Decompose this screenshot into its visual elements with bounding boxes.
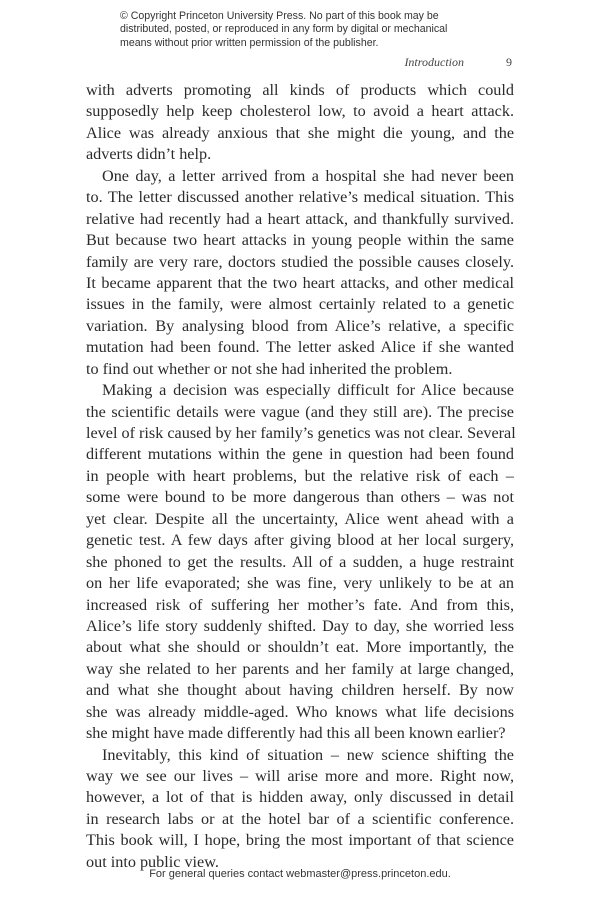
text-line: genetic test. A few days after giving blood at her local surgery,	[86, 531, 514, 550]
text-line: This book will, I hope, bring the most important of that science	[86, 831, 514, 850]
paragraph	[86, 166, 514, 380]
text-line: she phoned to get the results. All of a sudden, a huge restraint	[86, 552, 514, 571]
text-line: mutation had been found. The letter asked Alice if she wanted	[86, 338, 514, 357]
text-line: level of risk caused by her family’s genetics was not clear. Several	[86, 424, 516, 442]
text-line: some were bound to be more dangerous than others – was not	[86, 488, 514, 507]
text-line: out into public view.	[86, 852, 219, 871]
text-line: on her life evaporated; she was fine, very unlikely to be at an	[86, 574, 514, 593]
text-line: in research labs or at the hotel bar of a scientific conference.	[86, 809, 514, 828]
paragraph	[86, 745, 514, 874]
body-text	[86, 80, 514, 873]
paragraph	[86, 80, 514, 166]
text-line: issues in the family, were almost certainly related to a genetic	[86, 295, 514, 314]
text-line: and what she thought about having children herself. By now	[86, 681, 514, 700]
text-line: family are very rare, doctors studied the possible causes closely.	[86, 252, 514, 271]
text-line: the scientific details were vague (and they still are). The precise	[86, 402, 514, 421]
copyright-notice: © Copyright Princeton University Press. No part of this book may be distributed, posted, or reproduced in any form by digital or mechanical means without prior written permission of the publisher.	[120, 10, 448, 49]
footer-contact: For general queries contact webmaster@press.princeton.edu.	[149, 868, 451, 880]
text-line: way she related to her parents and her family at large changed,	[86, 659, 514, 678]
text-line: yet clear. Despite all the uncertainty, Alice went ahead with a	[86, 509, 514, 528]
text-line: adverts didn’t help.	[86, 145, 212, 164]
text-line: different mutations within the gene in question had been found	[86, 445, 514, 464]
page-number: 9	[506, 55, 512, 69]
text-line: variation. By analysing blood from Alice’s relative, a specific	[86, 316, 514, 335]
text-line: But because two heart attacks in young people within the same	[86, 231, 514, 250]
text-line: One day, a letter arrived from a hospital she had never been	[102, 166, 514, 185]
text-line: Alice was already anxious that she might die young, and the	[86, 123, 514, 142]
text-line: about what she should or shouldn’t eat. More importantly, the	[86, 638, 514, 657]
text-line: Alice’s life story suddenly shifted. Day to day, she worried less	[86, 616, 514, 635]
chapter-title: Introduction	[404, 55, 464, 69]
text-line: relative had recently had a heart attack, and thankfully survived.	[86, 209, 514, 228]
text-line: in people with heart problems, but the relative risk of each –	[86, 466, 514, 485]
text-line: to. The letter discussed another relative’s medical situation. This	[86, 188, 514, 207]
paragraph	[86, 380, 514, 744]
running-head	[86, 55, 514, 71]
text-line: increased risk of suffering her mother’s fate. And from this,	[86, 595, 514, 614]
text-line: she might have made differently had this all been known earlier?	[86, 724, 506, 743]
text-line: supposedly help keep cholesterol low, to avoid a heart attack.	[86, 102, 514, 121]
text-line: to find out whether or not she had inherited the problem.	[86, 359, 453, 378]
text-line: way we see our lives – will arise more and more. Right now,	[86, 767, 514, 785]
text-line: Making a decision was especially difficult for Alice because	[102, 381, 514, 400]
text-line: she was already middle-aged. Who knows what life decisions	[86, 702, 514, 721]
text-line: It became apparent that the two heart attacks, and other medical	[86, 273, 514, 292]
text-line: with adverts promoting all kinds of products which could	[86, 81, 514, 99]
text-line: however, a lot of that is hidden away, only discussed in detail	[86, 788, 514, 807]
text-line: Inevitably, this kind of situation – new science shifting the	[102, 745, 514, 764]
